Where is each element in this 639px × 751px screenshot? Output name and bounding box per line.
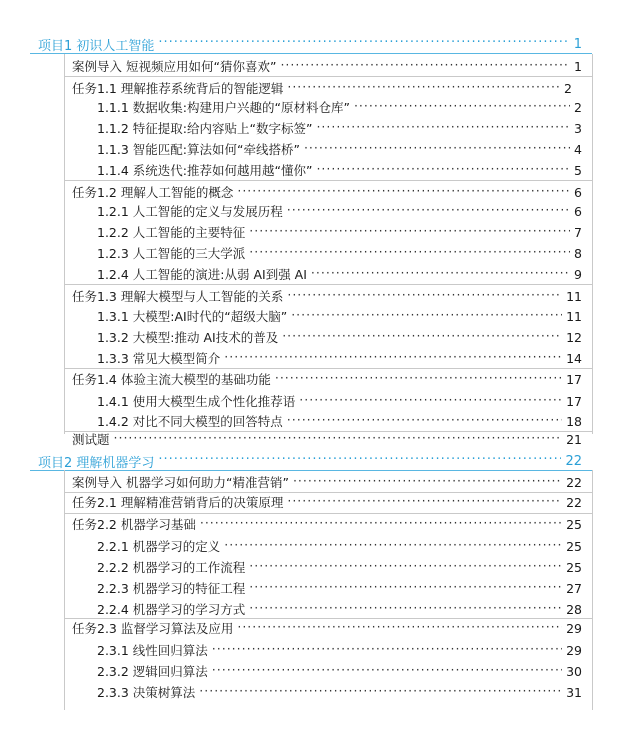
leader-dots (291, 309, 562, 323)
leader-dots (237, 185, 570, 199)
toc-entry[interactable] (72, 368, 582, 390)
leader-dots (275, 372, 562, 386)
toc-page-number: 11 (566, 308, 582, 324)
toc-page-number: 12 (566, 329, 582, 345)
toc-entry-title: 2.2.1 机器学习的定义 (97, 539, 221, 554)
toc-page-number: 28 (566, 601, 582, 617)
toc-page-number: 25 (566, 559, 582, 575)
leader-dots (249, 581, 562, 595)
toc-entry-title: 任务1.1 理解推荐系统背后的智能逻辑 (72, 81, 284, 96)
toc-entry-title: 1.2.3 人工智能的三大学派 (97, 246, 246, 261)
toc-entry[interactable] (97, 660, 582, 682)
toc-entry-title: 2.3.2 逻辑回归算法 (97, 664, 208, 679)
toc-entry[interactable] (97, 117, 582, 139)
toc-entry[interactable] (72, 285, 582, 307)
toc-page-number: 11 (566, 288, 582, 304)
toc-page-number: 4 (574, 141, 582, 157)
toc-entry[interactable] (72, 513, 582, 535)
toc-entry-title: 任务2.3 监督学习算法及应用 (72, 621, 234, 636)
leader-dots (280, 59, 570, 73)
toc-entry-title: 项目1 初识人工智能 (38, 38, 155, 54)
leader-dots (287, 81, 560, 95)
toc-entry[interactable] (72, 55, 582, 77)
toc-page-number: 8 (574, 245, 582, 261)
leader-dots (249, 225, 570, 239)
toc-entry-title: 1.1.4 系统迭代:推荐如何越用越“懂你” (97, 163, 313, 178)
toc-entry-title: 任务1.4 体验主流大模型的基础功能 (72, 372, 271, 387)
toc-entry-title: 1.1.3 智能匹配:算法如何“牵线搭桥” (97, 142, 300, 157)
toc-page-number: 22 (566, 494, 582, 510)
leader-dots (212, 664, 562, 678)
toc-entry-title: 项目2 理解机器学习 (38, 455, 155, 471)
leader-dots (316, 121, 570, 135)
toc-entry[interactable] (72, 491, 582, 513)
leader-dots (287, 204, 570, 218)
toc-entry-title: 1.2.2 人工智能的主要特征 (97, 225, 246, 240)
toc-page-number: 1 (573, 36, 582, 52)
toc-page-number: 17 (566, 371, 582, 387)
leader-dots (287, 414, 562, 428)
toc-page-number: 22 (566, 474, 582, 490)
toc-page-number: 27 (566, 580, 582, 596)
toc-page-number: 17 (566, 393, 582, 409)
toc-entry-title: 2.3.3 决策树算法 (97, 685, 196, 700)
toc-entry[interactable] (97, 138, 582, 160)
toc-entry-title: 1.4.2 对比不同大模型的回答特点 (97, 414, 283, 429)
leader-dots (287, 289, 562, 303)
toc-entry[interactable] (97, 556, 582, 578)
toc-page-number: 3 (574, 120, 582, 136)
leader-dots (354, 100, 570, 114)
toc-entry-title: 测试题 (72, 432, 110, 447)
leader-dots (224, 351, 562, 365)
toc-entry-title: 2.3.1 线性回归算法 (97, 643, 208, 658)
toc-entry[interactable] (97, 263, 582, 285)
toc-page-number: 18 (566, 413, 582, 429)
toc-entry[interactable] (97, 347, 582, 369)
toc-entry-title: 任务2.2 机器学习基础 (72, 517, 196, 532)
toc-page-number: 7 (574, 224, 582, 240)
left-guide-line (64, 54, 65, 434)
toc-page-number: 22 (565, 453, 582, 469)
toc-entry[interactable] (97, 96, 582, 118)
leader-dots (158, 454, 561, 468)
leader-dots (304, 142, 570, 156)
toc-entry[interactable] (97, 159, 582, 181)
toc-entry-title: 1.1.2 特征提取:给内容贴上“数字标签” (97, 121, 313, 136)
toc-page-number: 6 (574, 203, 582, 219)
toc-entry[interactable] (97, 305, 582, 327)
leader-dots (249, 602, 562, 616)
toc-entry[interactable] (97, 390, 582, 412)
toc-entry-title: 1.1.1 数据收集:构建用户兴趣的“原材料仓库” (97, 100, 350, 115)
toc-entry-title: 2.2.3 机器学习的特征工程 (97, 581, 246, 596)
toc-entry[interactable] (97, 639, 582, 661)
toc-page-number: 25 (566, 516, 582, 532)
leader-dots (311, 267, 570, 281)
toc-entry[interactable] (97, 681, 582, 703)
toc-page-number: 6 (574, 184, 582, 200)
toc-page-number: 2 (574, 99, 582, 115)
toc-entry[interactable] (72, 471, 582, 493)
toc-entry-title: 案例导入 短视频应用如何“猜你喜欢” (72, 59, 277, 74)
toc-page-number: 14 (566, 350, 582, 366)
toc-page-number: 25 (566, 538, 582, 554)
leader-dots (249, 246, 570, 260)
toc-entry[interactable] (97, 242, 582, 264)
toc-entry-title: 2.2.4 机器学习的学习方式 (97, 602, 246, 617)
toc-entry[interactable] (97, 221, 582, 243)
right-guide-line (592, 54, 593, 434)
leader-dots (199, 685, 562, 699)
toc-page-number: 30 (566, 663, 582, 679)
leader-dots (293, 475, 562, 489)
leader-dots (316, 163, 570, 177)
toc-page-number: 2 (564, 80, 572, 96)
toc-entry-title: 2.2.2 机器学习的工作流程 (97, 560, 246, 575)
toc-entry-title: 1.2.4 人工智能的演进:从弱 AI到强 AI (97, 267, 307, 282)
toc-entry[interactable] (72, 428, 582, 450)
toc-page-number: 29 (566, 620, 582, 636)
leader-dots (299, 394, 562, 408)
leader-dots (287, 495, 562, 509)
toc-entry[interactable] (97, 326, 582, 348)
right-guide-line (592, 470, 593, 710)
left-guide-line (64, 470, 65, 710)
chapter-underline (30, 53, 592, 54)
leader-dots (249, 560, 562, 574)
leader-dots (212, 643, 562, 657)
leader-dots (282, 330, 562, 344)
toc-entry-title: 1.3.3 常见大模型简介 (97, 351, 221, 366)
toc-entry[interactable] (97, 577, 582, 599)
toc-chapter-1[interactable] (38, 33, 582, 55)
toc-page-number: 29 (566, 642, 582, 658)
toc-chapter-2[interactable] (38, 450, 582, 472)
toc-page-number: 31 (566, 684, 582, 700)
leader-dots (158, 37, 569, 51)
toc-entry-title: 任务1.3 理解大模型与人工智能的关系 (72, 289, 284, 304)
leader-dots (114, 432, 563, 446)
toc-entry-title: 1.3.2 大模型:推动 AI技术的普及 (97, 330, 279, 345)
toc-page-number: 9 (574, 266, 582, 282)
toc-entry-title: 1.2.1 人工智能的定义与发展历程 (97, 204, 283, 219)
toc-entry-title: 任务1.2 理解人工智能的概念 (72, 185, 234, 200)
toc-entry-title: 1.4.1 使用大模型生成个性化推荐语 (97, 394, 296, 409)
leader-dots (200, 517, 562, 531)
leader-dots (237, 621, 562, 635)
toc-entry-title: 任务2.1 理解精准营销背后的决策原理 (72, 495, 284, 510)
toc-entry-title: 案例导入 机器学习如何助力“精准营销” (72, 475, 289, 490)
toc-page-number: 5 (574, 162, 582, 178)
toc-entry[interactable] (97, 535, 582, 557)
toc-entry[interactable] (72, 617, 582, 639)
toc-page-number: 21 (566, 431, 582, 447)
leader-dots (224, 539, 562, 553)
toc-entry-title: 1.3.1 大模型:AI时代的“超级大脑” (97, 309, 288, 324)
toc-page-number: 1 (574, 58, 582, 74)
toc-entry[interactable] (97, 200, 582, 222)
